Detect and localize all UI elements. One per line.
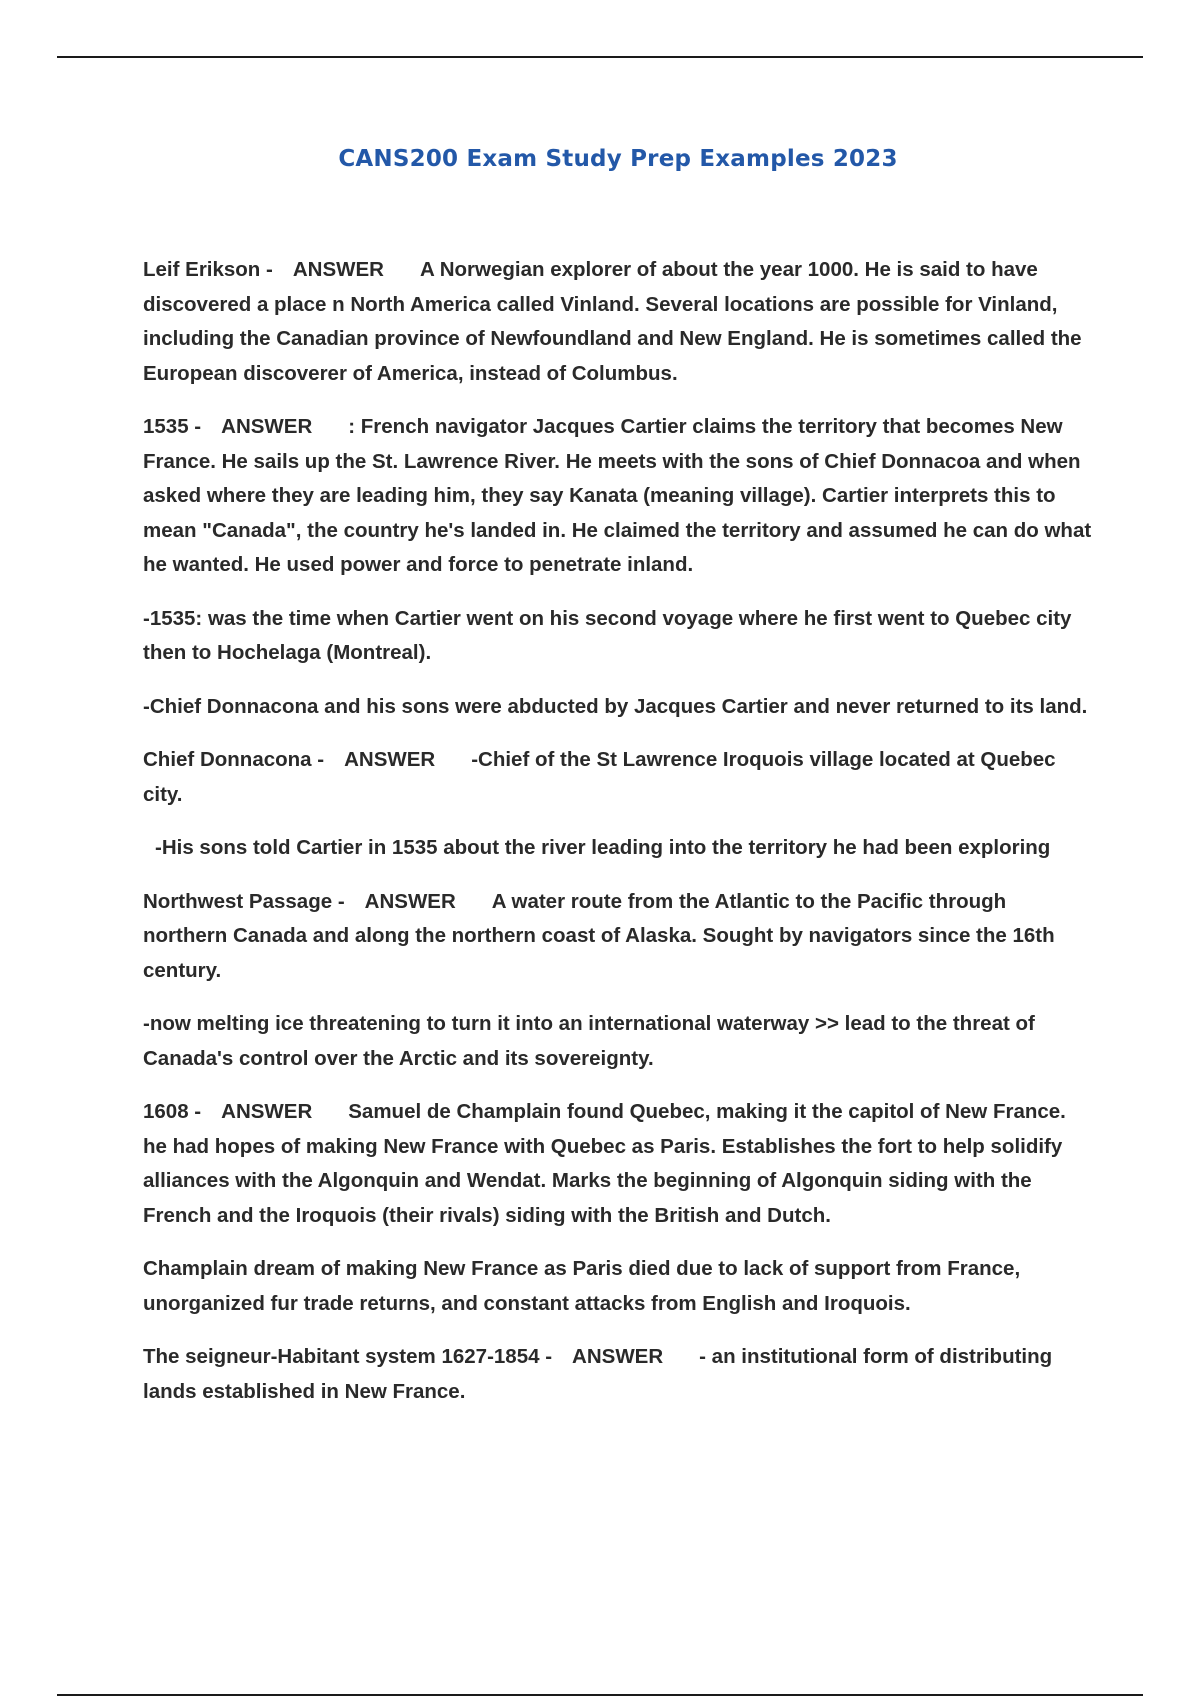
entry-term: 1535 - <box>143 415 202 438</box>
note-melting-ice: -now melting ice threatening to turn it into an international waterway >> lead to the threat of Canada's control over the Arctic and its sovereignty. <box>143 1012 1035 1070</box>
answer-label: ANSWER <box>292 258 384 281</box>
entry-leif-erikson <box>143 253 1093 391</box>
entry-1535 <box>143 410 1093 583</box>
answer-label: ANSWER <box>364 889 456 913</box>
note-sons-told-cartier: -His sons told Cartier in 1535 about the river leading into the territory he had been exploring <box>155 836 1051 859</box>
entry-term: 1608 - <box>143 1100 202 1123</box>
entry-definition: -Chief of the St Lawrence Iroquois village located at Quebec city. <box>143 748 1056 806</box>
note-donnacona-abducted: -Chief Donnacona and his sons were abducted by Jacques Cartier and never returned to its land. <box>143 694 1088 718</box>
bottom-rule <box>57 1694 1143 1696</box>
entry-term: Northwest Passage - <box>143 889 345 913</box>
answer-label: ANSWER <box>572 1345 664 1368</box>
entry-northwest-passage <box>143 885 1093 989</box>
document-body <box>143 253 1093 1428</box>
top-rule <box>57 56 1143 58</box>
entry-term: The seigneur-Habitant system 1627-1854 - <box>143 1345 553 1368</box>
entry-1608 <box>143 1095 1093 1233</box>
answer-label: ANSWER <box>221 1100 313 1123</box>
entry-term: Chief Donnacona - <box>143 748 325 771</box>
entry-chief-donnacona <box>143 743 1093 812</box>
note-1535-voyage: -1535: was the time when Cartier went on his second voyage where he first went to Quebec city then to Hochelaga (Montreal). <box>143 606 1072 664</box>
entry-definition: Samuel de Champlain found Quebec, making it the capitol of New France. he had hopes of making New France with Quebec as Paris. Establishes the fort to help solidify alliances with the Algonquin and Wendat. Marks the beginning of Algonquin siding with the French and the Iroquois (their rivals) siding with the British and Dutch. <box>143 1100 1066 1227</box>
entry-seigneur-habitant <box>143 1340 1093 1409</box>
answer-label: ANSWER <box>344 748 436 771</box>
document-title: CANS200 Exam Study Prep Examples 2023 <box>338 146 898 172</box>
entry-definition: - an institutional form of distributing lands established in New France. <box>143 1345 1053 1403</box>
note-champlain-dream: Champlain dream of making New France as Paris died due to lack of support from France, unorganized fur trade returns, and constant attacks from English and Iroquois. <box>143 1257 1021 1315</box>
answer-label: ANSWER <box>221 415 313 438</box>
entry-term: Leif Erikson - <box>143 258 273 281</box>
entry-definition: A Norwegian explorer of about the year 1000. He is said to have discovered a place n North America called Vinland. Several locations are possible for Vinland, including the Canadian province of Newfoundland and New England. He is sometimes called the European discoverer of America, instead of Columbus. <box>143 258 1082 385</box>
entry-definition: A water route from the Atlantic to the Pacific through northern Canada and along the northern coast of Alaska. Sought by navigators since the 16th century. <box>143 889 1055 982</box>
entry-definition: : French navigator Jacques Cartier claims the territory that becomes New France. He sails up the St. Lawrence River. He meets with the sons of Chief Donnacoa and when asked where they are leading him, they say Kanata (meaning village). Cartier interprets this to mean "Canada", the country he's landed in. He claimed the territory and assumed he can do what he wanted. He used power and force to penetrate inland. <box>143 415 1092 576</box>
